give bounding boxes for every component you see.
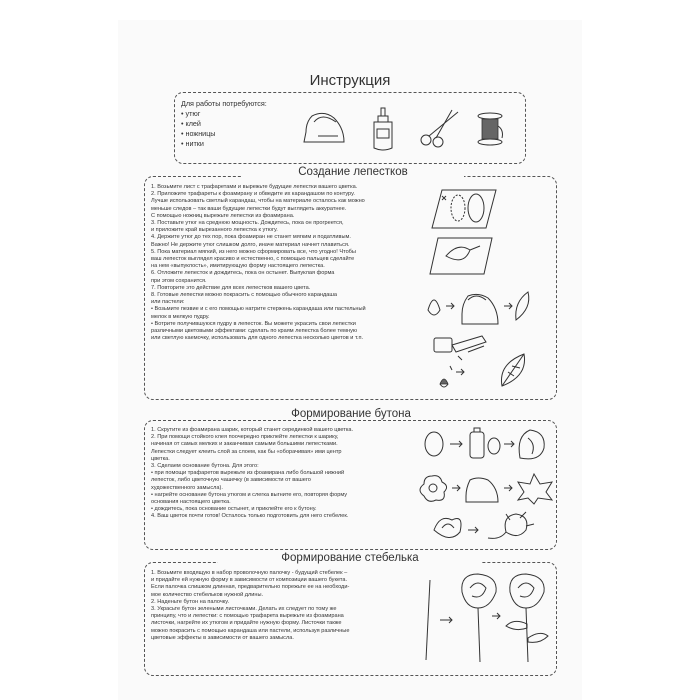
text-line: 1. Возьмите лист с трафаретами и вырежьте будущие лепестки вашего цветка.: [151, 184, 358, 190]
text-line: 1. Возьмите входящую в набор проволочную палочку - будущий стебелек –: [151, 570, 348, 576]
text-line: • Возьмите пезвие и с его помощью натрите стержень карандаша или пастельный: [151, 306, 366, 313]
iron-icon: [300, 108, 350, 148]
tools-intro: Для работы потребуются:: [181, 99, 267, 108]
text-line: • нагрейте основание бутона утюгом и слегка выгните его, повторяя форму: [151, 491, 348, 498]
stencil-trace-illustration: [428, 188, 498, 230]
bud-base-illustration: [416, 472, 556, 506]
text-line: принципу, что и лепестки: с помощью трафарета вырежьте из фоамирана: [151, 613, 344, 620]
text-line: и приложите край вырезанного лепестка к утюгу.: [151, 227, 278, 234]
thread-spool-icon: [474, 112, 506, 146]
text-line: 3. Сделаем основание бутона. Для этого:: [151, 463, 259, 470]
text-line: • при помощи трафаретов вырежьте из фоамирана либо большой нижний: [151, 470, 345, 477]
finished-bud-illustration: [430, 510, 540, 546]
text-line: 1. Скрутите из фоамирана шарик, который станет серединкой вашего цветка.: [151, 427, 354, 433]
tool-item: • утюг: [181, 109, 201, 118]
tool-item: • клей: [181, 119, 201, 128]
text-line: Если палочка слишком длинная, предварительно порежьте ее на необходи-: [151, 584, 350, 591]
text-line: • Вотрите получившуюся пудру в лепесток. Вы можете украсить свои лепестки: [151, 320, 356, 327]
text-line: лепесток, либо цветочную чашечку (в зависимости от вашего: [151, 477, 311, 484]
text-line: листочки, нагрейте их утюгом и придайте нужную форму. Листочки также: [151, 620, 342, 627]
text-line: основания настоящего цветка.: [151, 499, 231, 506]
section-petals-title: Создание лепестков: [242, 166, 464, 178]
page-title: Инструкция: [309, 72, 391, 89]
bud-assembly-illustration: [420, 424, 550, 464]
text-line: или пастели:: [151, 299, 185, 306]
text-line: Лучше использовать светлый карандаш, чтобы на материале осталось как можно: [151, 198, 365, 205]
text-line: различными цветовыми эффектами: сделать по краям лепестка более темную: [151, 328, 358, 335]
text-line: 8. Готовые лепестки можно покрасить с помощью обычного карандаша: [151, 292, 337, 299]
text-line: начиная от самых мелких и заканчивая самыми большими лепестками.: [151, 441, 338, 448]
text-line: художественного замысла).: [151, 484, 223, 491]
text-line: 4. Держите утюг до тех пор, пока фоамиран не станет мягким и податливым.: [151, 234, 351, 241]
section-stem-title: Формирование стебелька: [218, 552, 482, 564]
section-bud-text: [151, 427, 417, 521]
text-line: 4. Ваш цветок почти готов! Осталось только подготовить для него стебелек.: [151, 513, 349, 520]
section-petals-text: [151, 184, 423, 342]
text-line: на нем «выпуклость», имитирующую форму настоящего лепестка.: [151, 263, 325, 270]
text-line: мелок в мелкую пудру.: [151, 313, 210, 320]
tool-item: • нитки: [181, 139, 204, 148]
text-line: 3. Поставьте утюг на среднюю мощность. Дождитесь, пока он прогреется,: [151, 220, 344, 227]
text-line: Лепестки следует клеить слой за слоем, как бы «оборачивая» ими центр: [151, 448, 342, 455]
text-line: С помощью ножниц вырежьте лепестки из фоамирана.: [151, 212, 295, 219]
text-line: при этом сохранится.: [151, 277, 207, 284]
section-stem-text: [151, 570, 415, 642]
tools-list: [181, 99, 267, 149]
text-line: 2. Наденьте бутон на палочку.: [151, 598, 230, 605]
text-line: 3. Украсьте бутон зелеными листочками. Делать их следует по тому же: [151, 606, 337, 613]
text-line: цветка.: [151, 455, 170, 462]
text-line: или светлую каемочку, использовать для одного лепестка несколько цветов и т.п.: [151, 335, 364, 342]
text-line: ваш лепесток выглядел красиво и естественно, с помощью пальцев сделайте: [151, 256, 355, 263]
section-bud-title: Формирование бутона: [228, 408, 474, 420]
pencil-powder-illustration: [428, 332, 538, 392]
text-line: 2. Приложите трафареты к фоамирану и обведите их карандашом по контуру.: [151, 191, 355, 198]
text-line: 6. Отложите лепесток и дождитесь, пока он остынет. Выпуклая форма: [151, 270, 335, 277]
text-line: 7. Повторите это действие для всех лепестков вашего цвета.: [151, 284, 311, 291]
text-line: меньше следов – так ваши будущие лепестки будут выглядеть аккуратнее.: [151, 205, 347, 212]
text-line: 2. При помощи стойкого клея поочередно приклейте лепестки к шарику,: [151, 434, 339, 441]
iron-petal-illustration: [424, 284, 534, 328]
tool-item: • ножницы: [181, 129, 216, 138]
text-line: Важно! Не держите утюг слишком долго, иначе материал начнет плавиться.: [151, 241, 350, 248]
text-line: и придайте ей нужную форму в зависимости от композиции вашего букета.: [151, 577, 348, 584]
text-line: мое количество стебельков нужной длины.: [151, 591, 264, 598]
scissors-icon: [418, 108, 462, 148]
glue-icon: [370, 106, 396, 152]
rose-on-stem-illustration: [454, 570, 504, 666]
text-line: • дождитесь, пока основание остынет, и приклейте его к бутону.: [151, 506, 317, 513]
rose-with-leaves-illustration: [500, 570, 552, 666]
cut-petal-illustration: [426, 236, 494, 276]
text-line: 5. Пока материал мягкий, из него можно сформировать все, что угодно! Чтобы: [151, 248, 356, 255]
text-line: можно покрасить с помощью карандаша или пастели, используя различные: [151, 627, 350, 634]
text-line: цветовые эффекты в зависимости от вашего замысла.: [151, 634, 294, 641]
